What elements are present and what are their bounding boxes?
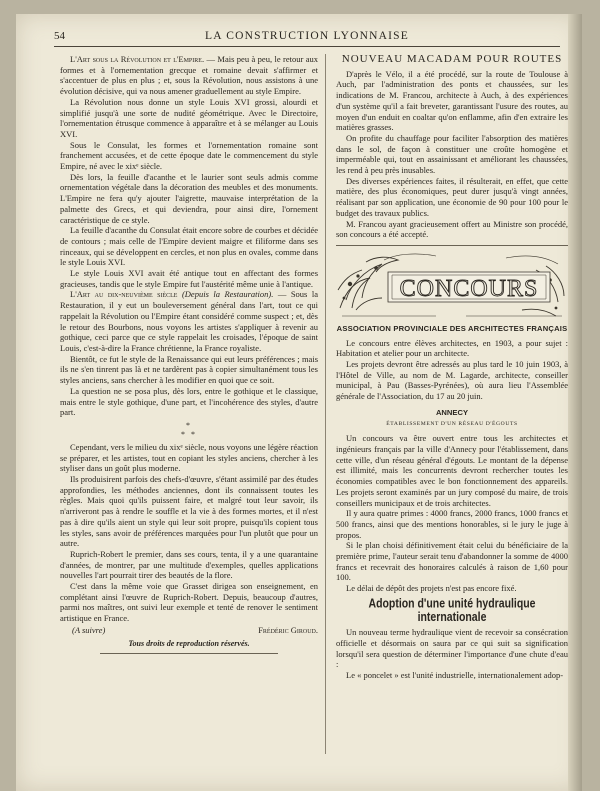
column-divider xyxy=(325,54,326,754)
ornamental-banner-art xyxy=(336,250,568,322)
paragraph: Le « poncelet » est l'unité industrielle, internationalement adop- xyxy=(346,670,564,681)
section-lead: L'Art sous la Révolution et l'Empire. xyxy=(70,54,205,64)
paragraph: Bientôt, ce fut le style de la Renaissance qui eut leurs préférences ; mais ils ne s'en tinrent pas là et ne tardèrent pas à copier simultanément tous les styles anciens, sans chercher à les modifier en quoi que ce soit. xyxy=(60,353,318,386)
to-be-continued: (A suivre) xyxy=(72,624,106,635)
paragraph: D'après le Vélo, il a été procédé, sur la route de Toulouse à Auch, par l'administration des ponts et chaussées, sur les indications de M. Francou, architecte à Auch, à des expériences d'un système qu'il a fait breveter, garantissant l'usure des routes, au moyen d'un enduit en coaltar qu'on enflamme, afin d'en extraire les matières grasses. xyxy=(336,68,568,133)
paragraph: Les projets devront être adressés au plus tard le 10 juin 1903, à l'Hôtel de Ville, au nom de M. Lagarde, architecte, conseiller municipal, à Pau (Basses-Pyrénées), où aura lieu l'Assemblée générale de l'Association, du 17 au 20 juin. xyxy=(336,359,568,402)
left-column xyxy=(60,54,318,654)
paragraph: Ruprich-Robert le premier, dans ses cours, tenta, il y a une quarantaine d'années, de montrer, par une multitude d'exemples, quelles applications nouvelles l'art pourrait tirer des beautés de la flore. xyxy=(60,548,318,581)
section-lead-paren: (Depuis la Restauration). xyxy=(177,289,274,300)
paragraph: M. Francou ayant gracieusement offert au Ministre son procédé, son concours a été accepté. xyxy=(336,218,568,240)
paragraph: Le style Louis XVI avait été antique tout en affectant des formes gracieuses, tandis que le style Empire fut l'austérité même unie à l'antique. xyxy=(60,268,318,289)
rights-notice: Tous droits de reproduction réservés. xyxy=(128,638,250,648)
paragraph: Si le plan choisi définitivement était celui du bénéficiaire de la première prime, l'auteur serait tenu d'abandonner la somme de 4000 francs et recevrait des honoraires calculés à raison de 1,60 pour 100. xyxy=(336,540,568,583)
paragraph-text: — Mais peu à peu, le retour aux formes et à l'ornementation grecque et romaine devait s'affirmer et s'accentuer de plus en plus ; et, sous la Révolution, nous assistons à une évolution décisive, qui va nous amener graduellement au style Empire. xyxy=(60,54,319,97)
paragraph: On profite du chauffage pour faciliter l'absorption des matières dans le sol, de façon à constituer une croûte homogène et imperméable qui, tout en assainissant et améliorant les chaussées, les rend à peu près inusables. xyxy=(336,132,568,176)
paragraph: La feuille d'acanthe du Consulat était encore sobre de courbes et décidée de contours ; mais celle de l'Empire devient maigre et filiforme dans ses rinceaux, qui se développent en cercles, et non plus en ovales, comme dans le style Louis XVI. xyxy=(60,225,318,268)
paragraph: Ils produisirent parfois des chefs-d'œuvre, s'étant assimilé par des études approfondies, les méthodes anciennes, dont ils connaissent toutes les règles. Mais quoi qu'ils puissent faire, et malgré tout leur savoir, ils n'arriveront pas à rendre le souffle et la vie à des formes mortes, et il n'est pas à dire qu'ils aient un style qui leur soit propre, puisqu'ils copient tous les styles, sans avoir de préférences marquées pour l'un plutôt que pour un autre. xyxy=(60,474,318,549)
paragraph: Un concours va être ouvert entre tous les architectes et ingénieurs français par la ville d'Annecy pour l'établissement, dans cette ville, d'un réseau général d'égouts. Le montant de la dépense est illimité, mais les concurrents devront rechercher toutes les économies compatibles avec le bon fonctionnement des appareils. Les projets seront examinés par un jury composé du maire, de trois conseillers municipaux et de trois architectes. xyxy=(336,433,568,508)
section-lead: L'Art au dix-neuvième siècle xyxy=(70,289,178,300)
newspaper-page xyxy=(16,14,582,791)
section-rule xyxy=(336,245,568,246)
paragraph: Cependant, vers le milieu du xixᵉ siècle, nous voyons une légère réaction se préparer, et les artistes, tout en copiant les styles anciens, chercher à les styliser dans un goût plus moderne. xyxy=(60,441,318,474)
paragraph: La question ne se posa plus, dès lors, entre le gothique et le classique, mais entre le style gothique, d'une part, et l'incohérence des styles, d'autre part. xyxy=(60,385,318,418)
paragraph xyxy=(60,289,318,353)
concours-banner xyxy=(336,250,568,322)
paragraph: Il y aura quatre primes : 4000 francs, 2000 francs, 1000 francs et 500 francs, ainsi que des mentions honorables, si le jury le juge à propos. xyxy=(336,508,568,540)
page-number: 54 xyxy=(54,30,65,42)
concours-banner-text: CONCOURS xyxy=(399,275,539,302)
hydraulic-heading: Adoption d'une unité hydraulique internationale xyxy=(368,595,536,625)
right-column xyxy=(336,54,568,681)
paragraph: C'est dans la même voie que Grasset dirigea son enseignement, en complétant ainsi l'œuvre de Ruprich-Robert. Depuis, beaucoup d'autres, parmi nos maîtres, ont suivi leur exemple et tenté de renover le sentiment artistique en France. xyxy=(60,581,318,624)
end-rule xyxy=(100,653,278,654)
paragraph xyxy=(60,54,318,97)
paragraph-text: — Sous la Restauration, il y eut un bouleversement général dans l'art, tout ce qui rappelait la Révolution ou l'Empire étant considéré comme suspect ; et, dès le retour des Bourbons, nous voyons les artistes s'appliquer à revenir au gothique, ceci parce que ce style rappelait les croisades, l'époque de saint Louis, c'est-à-dire la France chrétienne, la France royaliste. xyxy=(60,289,318,353)
paragraph: Des diverses expériences faites, il résulterait, en effet, que cette matière, des plus économiques, peut durer jusqu'à vingt années, réalisant par son application, une économie de 90 pour 100 pour le budget des travaux publics. xyxy=(336,175,568,218)
annecy-subheading: ÉTABLISSEMENT D'UN RÉSEAU D'ÉGOUTS xyxy=(386,420,518,427)
association-heading: ASSOCIATION PROVINCIALE DES ARCHITECTES FRANÇAIS xyxy=(336,323,568,333)
paragraph: Le délai de dépôt des projets n'est pas encore fixé. xyxy=(346,583,517,594)
paragraph: Dès lors, la feuille d'acanthe et le laurier sont seuls admis comme ornementation végétale dans la décoration des meubles et des monuments. L'Empire ne fera qu'y ajouter l'aigrette, mauvaise interprétation de la palmette des Grecs, et qui deviendra, pour ainsi dire, l'ornement caractéristique de ce style. xyxy=(60,171,318,225)
page-spine xyxy=(568,14,582,791)
paragraph: Un nouveau terme hydraulique vient de recevoir sa consécration officielle et désormais on saura par ce qui suit sa signification lorsqu'il sera question de déterminer l'importance d'une chute d'eau : xyxy=(336,627,568,670)
annecy-heading: ANNECY xyxy=(435,407,469,417)
author-name: Frédéric Giroud. xyxy=(258,624,318,635)
paragraph: Le concours entre élèves architectes, en 1903, a pour sujet : Habitation et atelier pour un architecte. xyxy=(336,337,568,359)
paragraph: Sous le Consulat, les formes et l'ornementation romaine sont franchement accusées, et de cette époque date le commencement du style Empire, né avec le xixᵉ siècle. xyxy=(60,139,318,172)
macadam-heading: NOUVEAU MACADAM POUR ROUTES xyxy=(341,53,563,65)
journal-title: LA CONSTRUCTION LYONNAISE xyxy=(205,30,409,42)
signature-line xyxy=(60,625,318,636)
paragraph: La Révolution nous donne un style Louis XVI grossi, alourdi et simplifié jusqu'à une sorte de nudité géométrique. Avec le Directoire, l'ornementation étrusque commence à apparaître et à se mélanger au Louis XVI. xyxy=(60,96,318,139)
page-header xyxy=(54,28,560,47)
section-separator: * * * xyxy=(181,420,197,439)
